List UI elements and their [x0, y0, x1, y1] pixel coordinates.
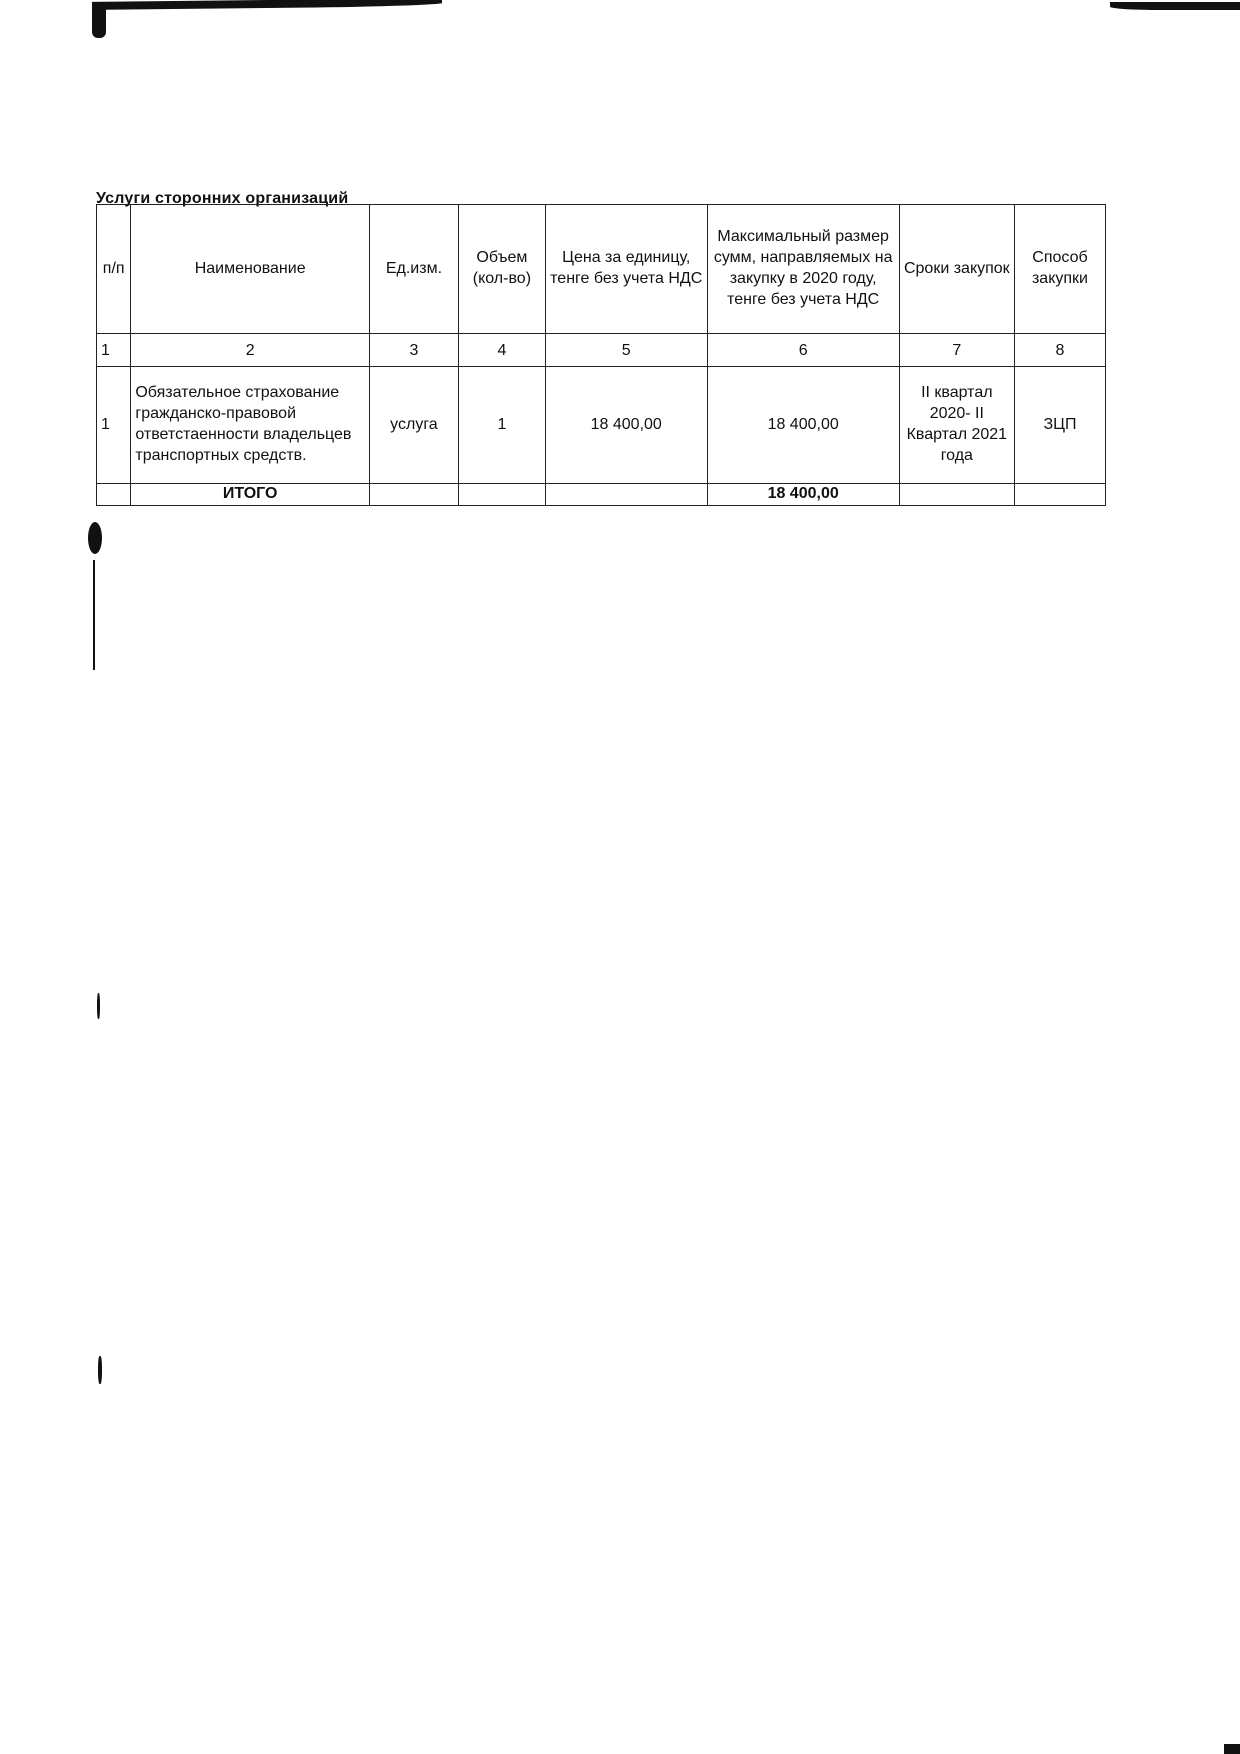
- item-method: ЗЦП: [1014, 367, 1105, 484]
- item-unit: услуга: [369, 367, 458, 484]
- header-cell-max-amount: Максимальный размер сумм, направляемых на закупку в 2020 году, тенге без учета НДС: [707, 205, 899, 334]
- table-row: [97, 367, 1106, 484]
- scan-edge-mark: [97, 993, 100, 1019]
- table-header-row: [97, 205, 1106, 334]
- total-row: [97, 484, 1106, 506]
- scan-edge-shadow: [92, 0, 442, 10]
- header-cell-name: Наименование: [131, 205, 370, 334]
- punch-hole-mark: [88, 522, 102, 554]
- scan-edge-shadow: [92, 8, 106, 38]
- total-empty-cell: [1014, 484, 1105, 506]
- row-number: 1: [97, 367, 131, 484]
- column-number: 2: [131, 334, 370, 367]
- scan-edge-mark: [98, 1356, 102, 1384]
- column-number: 8: [1014, 334, 1105, 367]
- total-empty-cell: [899, 484, 1014, 506]
- header-cell-number: п/п: [97, 205, 131, 334]
- header-cell-quantity: Объем (кол-во): [458, 205, 545, 334]
- section-title: Услуги сторонних организаций: [96, 190, 349, 207]
- header-cell-method: Способ закупки: [1014, 205, 1105, 334]
- header-cell-term: Сроки закупок: [899, 205, 1014, 334]
- procurement-table: [96, 204, 1106, 506]
- column-number: 4: [458, 334, 545, 367]
- item-max-amount: 18 400,00: [707, 367, 899, 484]
- column-number: 1: [97, 334, 131, 367]
- total-empty-cell: [458, 484, 545, 506]
- scan-edge-line: [93, 560, 95, 670]
- scan-edge-shadow: [1110, 2, 1240, 10]
- total-empty-cell: [97, 484, 131, 506]
- item-term: II квартал 2020- II Квартал 2021 года: [899, 367, 1014, 484]
- item-quantity: 1: [458, 367, 545, 484]
- column-number-row: [97, 334, 1106, 367]
- column-number: 6: [707, 334, 899, 367]
- column-number: 3: [369, 334, 458, 367]
- scan-corner-mark: [1224, 1744, 1240, 1754]
- total-empty-cell: [545, 484, 707, 506]
- total-empty-cell: [369, 484, 458, 506]
- item-name: Обязательное страхование гражданско-правовой ответстаенности владельцев транспортных средств.: [131, 367, 370, 484]
- total-amount: 18 400,00: [707, 484, 899, 506]
- total-label: ИТОГО: [131, 484, 370, 506]
- item-unit-price: 18 400,00: [545, 367, 707, 484]
- column-number: 5: [545, 334, 707, 367]
- header-cell-unit-price: Цена за единицу, тенге без учета НДС: [545, 205, 707, 334]
- header-cell-unit: Ед.изм.: [369, 205, 458, 334]
- column-number: 7: [899, 334, 1014, 367]
